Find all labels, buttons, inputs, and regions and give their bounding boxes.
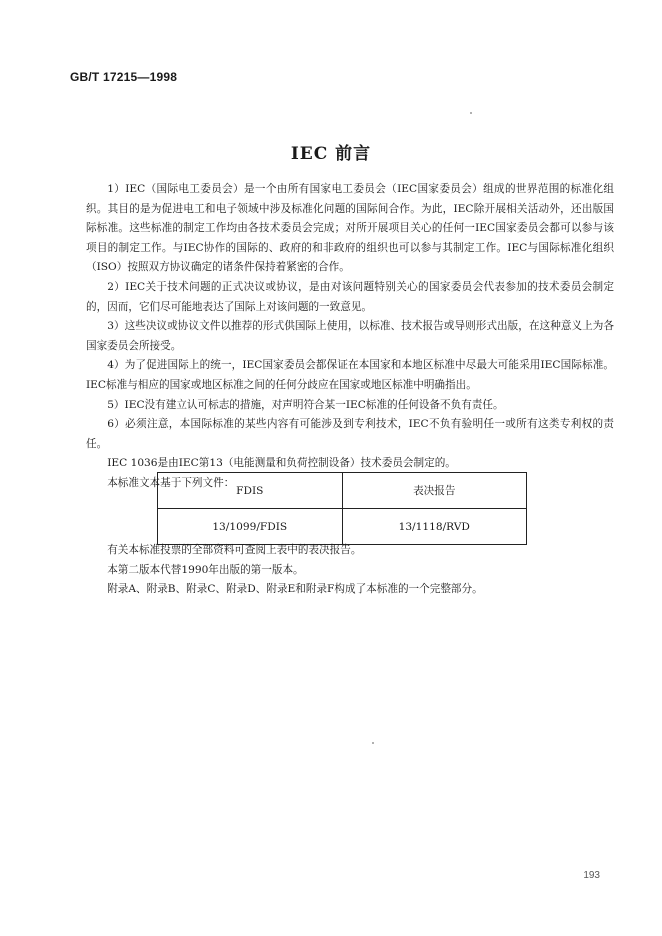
closing-line-3: 附录A、附录B、附录C、附录D、附录E和附录F构成了本标准的一个完整部分。: [107, 583, 483, 596]
paragraph-2: 2）IEC关于技术问题的正式决议或协议，是由对该问题特别关心的国家委员会代表参加的技术委员会制定的，因而，它们尽可能地表达了国际上对该问题的一致意见。: [86, 280, 614, 313]
table-header-fdis: FDIS: [158, 473, 343, 509]
paragraph-based-on: 本标准文本基于下列文件：: [107, 476, 235, 489]
paragraph-5: 5）IEC没有建立认可标志的措施，对声明符合某一IEC标准的任何设备不负有责任。: [107, 398, 504, 411]
table-header-row: [158, 473, 527, 509]
table-cell-rvd: 13/1118/RVD: [342, 509, 527, 545]
paragraph-4: 4）为了促进国际上的统一，IEC国家委员会都保证在本国家和本地区标准中尽最大可能采用IEC国际标准。IEC标准与相应的国家或地区标准之间的任何分歧应在国家或地区标准中明确指出。: [86, 359, 614, 391]
table-header-voting-report: 表决报告: [342, 473, 527, 509]
closing-line-2: 本第二版本代替1990年出版的第一版本。: [107, 563, 304, 576]
closing-text: [86, 541, 614, 600]
scan-speck: [372, 742, 374, 744]
body-text: [86, 180, 614, 494]
closing-line-1: 有关本标准投票的全部资料可查阅上表中的表决报告。: [107, 544, 362, 556]
scan-speck: [470, 112, 472, 114]
table-cell-fdis: 13/1099/FDIS: [158, 509, 343, 545]
paragraph-3: 3）这些决议或协议文件以推荐的形式供国际上使用，以标准、技术报告或导则形式出版，在这种意义上为各国家委员会所接受。: [86, 320, 614, 352]
page-title: IEC 前言: [290, 144, 372, 164]
page-number: 193: [583, 870, 600, 881]
standard-number: GB/T 17215—1998: [70, 70, 178, 84]
table-row: [158, 509, 527, 545]
paragraph-committee: IEC 1036是由IEC第13（电能测量和负荷控制设备）技术委员会制定的。: [107, 457, 456, 470]
voting-documents-table: [157, 472, 527, 545]
paragraph-1: 1）IEC（国际电工委员会）是一个由所有国家电工委员会（IEC国家委员会）组成的世界范围的标准化组织。其目的是为促进电工和电子领域中涉及标准化问题的国际间合作。为此，IEC除开展相关活动外，还出版国际标准。这些标准的制定工作均由各技术委员会完成；对所开展项目关心的任何一IEC国家委员会都可以参与该项目的制定工作。与IEC协作的国际的、政府的和非政府的组织也可以参与其制定工作。IEC与国际标准化组织（ISO）按照双方协议确定的诸条件保持着紧密的合作。: [86, 183, 614, 274]
paragraph-6: 6）必须注意，本国际标准的某些内容有可能涉及到专利技术，IEC不负有验明任一或所有这类专利权的责任。: [86, 418, 614, 450]
